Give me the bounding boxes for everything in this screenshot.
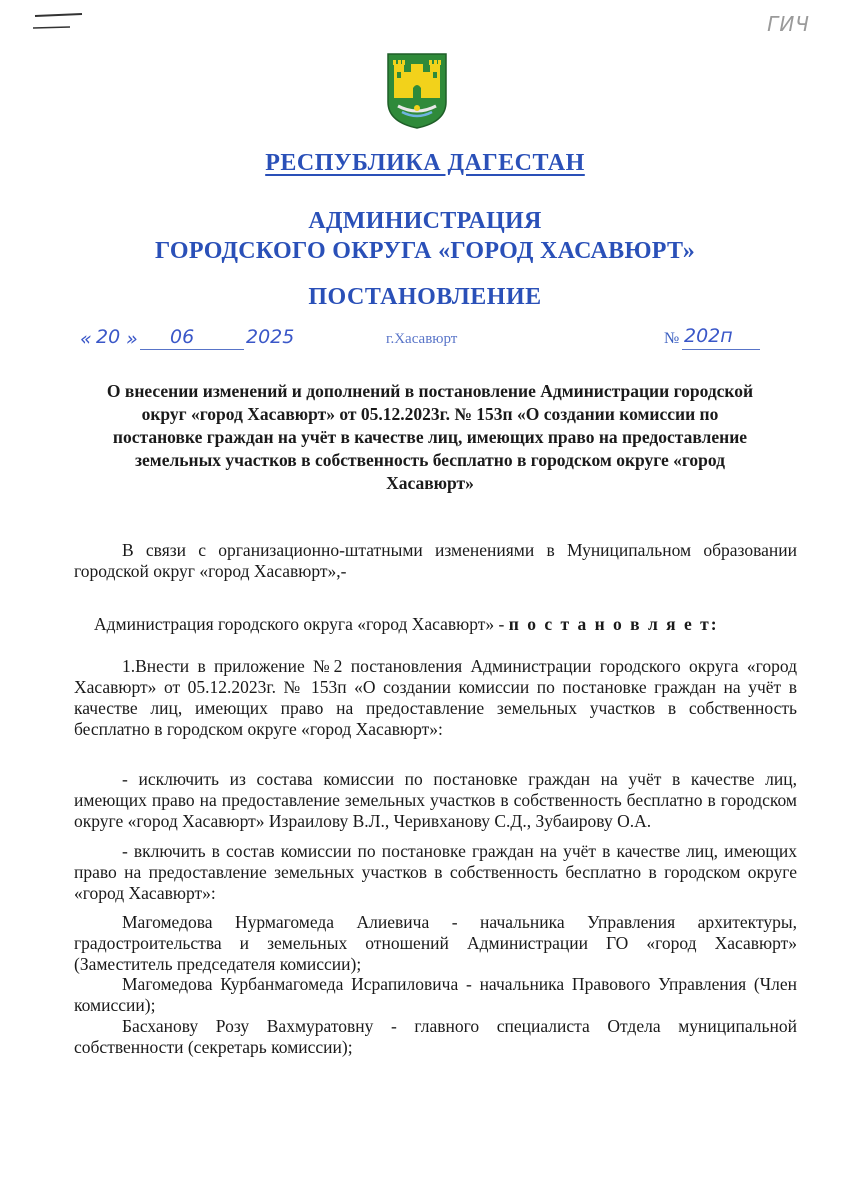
- date-close-quote: »: [126, 328, 138, 350]
- decides-prefix: Администрация городского округа «город Хасавюрт» -: [94, 614, 509, 634]
- administration-line-1: АДМИНИСТРАЦИЯ: [308, 208, 542, 234]
- item-1-paragraph: 1.Внести в приложение №2 постановления Администрации городского округа «город Хасавюрт» от 05.12.2023г. № 153п «О создании комиссии по постановке граждан на учёт в качестве лиц, имеющих право на предоставление земельных участков в собственность бесплатно в городском округе «город Хасавюрт»:: [74, 656, 797, 739]
- decides-word: п о с т а н о в л я е т:: [508, 614, 719, 634]
- administration-line-2: ГОРОДСКОГО ОКРУГА «ГОРОД ХАСАВЮРТ»: [154, 238, 696, 264]
- document-number: 202п: [684, 325, 733, 347]
- city-label: г.Хасавюрт: [386, 331, 458, 347]
- include-paragraph: - включить в состав комиссии по постановке граждан на учёт в качестве лиц, имеющих право на предоставление земельных участков в собственность бесплатно в городском округе «город Хасавюрт»:: [74, 841, 797, 903]
- date-year: 2025: [246, 326, 295, 348]
- date-month: 06: [170, 326, 195, 348]
- member-3-paragraph: Басханову Розу Вахмуратовну - главного специалиста Отдела муниципальной собственности (секретарь комиссии);: [74, 1016, 797, 1057]
- dateline: [0, 325, 850, 352]
- number-sign: №: [664, 330, 680, 347]
- document-type-heading: ПОСТАНОВЛЕНИЕ: [308, 284, 542, 310]
- date-month-underline: [140, 349, 244, 350]
- member-2-paragraph: Магомедова Курбанмагомеда Исрапиловича - начальника Правового Управления (Член комиссии);: [74, 974, 797, 1015]
- date-open-quote: «: [80, 328, 92, 350]
- scan-marks: [30, 10, 90, 40]
- document-number-underline: [682, 349, 760, 350]
- city-coat-of-arms-icon: [384, 50, 450, 130]
- exclude-paragraph: - исключить из состава комиссии по постановке граждан на учёт в качестве лиц, имеющих право на предоставление земельных участков в собственность бесплатно в городском округе «город Хасавюрт» Израилову В.Л., Черивханову С.Д., Зубаирову О.А.: [74, 769, 797, 831]
- preamble-paragraph: В связи с организационно-штатными изменениями в Муниципальном образовании городской округ «город Хасавюрт»,-: [74, 540, 797, 581]
- decides-line: [94, 614, 794, 635]
- document-subject: О внесении изменений и дополнений в постановление Администрации городской округ «город Хасавюрт» от 05.12.2023г. № 153п «О создании комиссии по постановке граждан на учёт в качестве лиц, имеющих право на предоставление земельных участков в собственность бесплатно в городском округе «город Хасавюрт»: [106, 381, 754, 493]
- administration-heading: [0, 206, 850, 266]
- date-day: 20: [96, 326, 121, 348]
- member-1-paragraph: Магомедова Нурмагомеда Алиевича - начальника Управления архитектуры, градостроительства и земельных отношений Администрации ГО «город Хасавюрт» (Заместитель председателя комиссии);: [74, 912, 797, 974]
- republic-heading: РЕСПУБЛИКА ДАГЕСТАН: [265, 150, 585, 176]
- corner-handwritten-note: ГИЧ: [767, 12, 810, 36]
